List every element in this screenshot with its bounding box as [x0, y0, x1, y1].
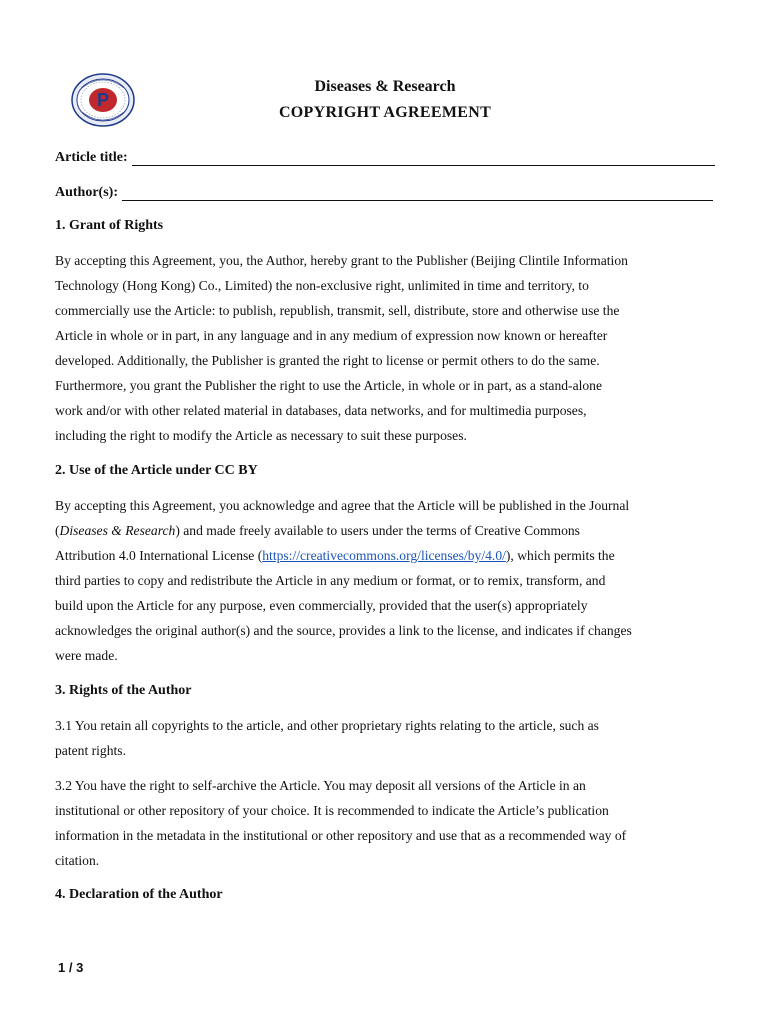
paragraph-line: build upon the Article for any purpose, even commercially, provided that the user(s) appropriately [55, 598, 588, 613]
article-title-label: Article title: [55, 150, 128, 165]
paragraph-line [55, 518, 717, 543]
section-heading-cc-by: 2. Use of the Article under CC BY [55, 463, 258, 478]
line-text: ) and made freely available to users under the terms of Creative Commons [175, 523, 580, 538]
paragraph-line: were made. [55, 648, 118, 663]
cc-by-paragraph [55, 493, 717, 668]
paragraph-line: citation. [55, 853, 100, 868]
paragraph-line: Furthermore, you grant the Publisher the right to use the Article, in whole or in part, as a stand-alone [55, 378, 603, 393]
article-title-input-line[interactable] [132, 152, 715, 166]
svg-text:P: P [96, 90, 110, 110]
section-heading-grant-of-rights: 1. Grant of Rights [55, 218, 164, 233]
rights-3-1-paragraph [55, 713, 717, 763]
section-heading-declaration: 4. Declaration of the Author [55, 887, 223, 902]
paragraph-line: patent rights. [55, 743, 126, 758]
line-text: ), which permits the [505, 548, 615, 563]
paragraph-line: developed. Additionally, the Publisher is granted the right to license or permit others to do the same. [55, 353, 600, 368]
section-heading-rights-of-author: 3. Rights of the Author [55, 683, 192, 698]
paragraph-line: By accepting this Agreement, you, the Author, hereby grant to the Publisher (Beijing Clintile Information [55, 253, 628, 268]
page-number: 1 / 3 [58, 960, 84, 975]
paragraph-line: including the right to modify the Article as necessary to suit these purposes. [55, 428, 467, 443]
grant-of-rights-paragraph [55, 248, 717, 448]
cc-license-link[interactable]: https://creativecommons.org/licenses/by/4.0/ [262, 548, 506, 563]
paragraph-line: Article in whole or in part, in any language and in any medium of expression now known or hereafter [55, 328, 608, 343]
paren-open: ( [55, 523, 60, 538]
paragraph-line: institutional or other repository of your choice. It is recommended to indicate the Article’s publication [55, 803, 609, 818]
journal-name: Diseases & Research [314, 78, 456, 95]
paragraph-line: acknowledges the original author(s) and the source, provides a link to the license, and indicates if changes [55, 623, 632, 638]
paragraph-line: third parties to copy and redistribute the Article in any medium or format, or to remix, transform, and [55, 573, 606, 588]
paragraph-line: By accepting this Agreement, you acknowledge and agree that the Article will be published in the Journal [55, 498, 630, 513]
paragraph-line: work and/or with other related material in databases, data networks, and for multimedia purposes, [55, 403, 587, 418]
authors-label: Author(s): [55, 185, 118, 200]
paragraph-line: 3.2 You have the right to self-archive the Article. You may deposit all versions of the Article in an [55, 778, 586, 793]
authors-input-line[interactable] [122, 187, 713, 201]
paragraph-line: information in the metadata in the institutional or other repository and use that as a recommended way of [55, 828, 627, 843]
rights-3-2-paragraph [55, 773, 717, 873]
line-text: Attribution 4.0 International License ( [55, 548, 263, 563]
document-title: COPYRIGHT AGREEMENT [278, 104, 492, 121]
paragraph-line [55, 543, 717, 568]
journal-name-italic: Diseases & Research [59, 523, 176, 538]
article-title-field[interactable] [55, 146, 715, 166]
paragraph-line: 3.1 You retain all copyrights to the article, and other proprietary rights relating to the article, such as [55, 718, 599, 733]
paragraph-line: commercially use the Article: to publish, republish, transmit, sell, distribute, store and otherwise use the [55, 303, 620, 318]
authors-field[interactable] [55, 181, 713, 201]
paragraph-line: Technology (Hong Kong) Co., Limited) the non-exclusive right, unlimited in time and territory, to [55, 278, 589, 293]
